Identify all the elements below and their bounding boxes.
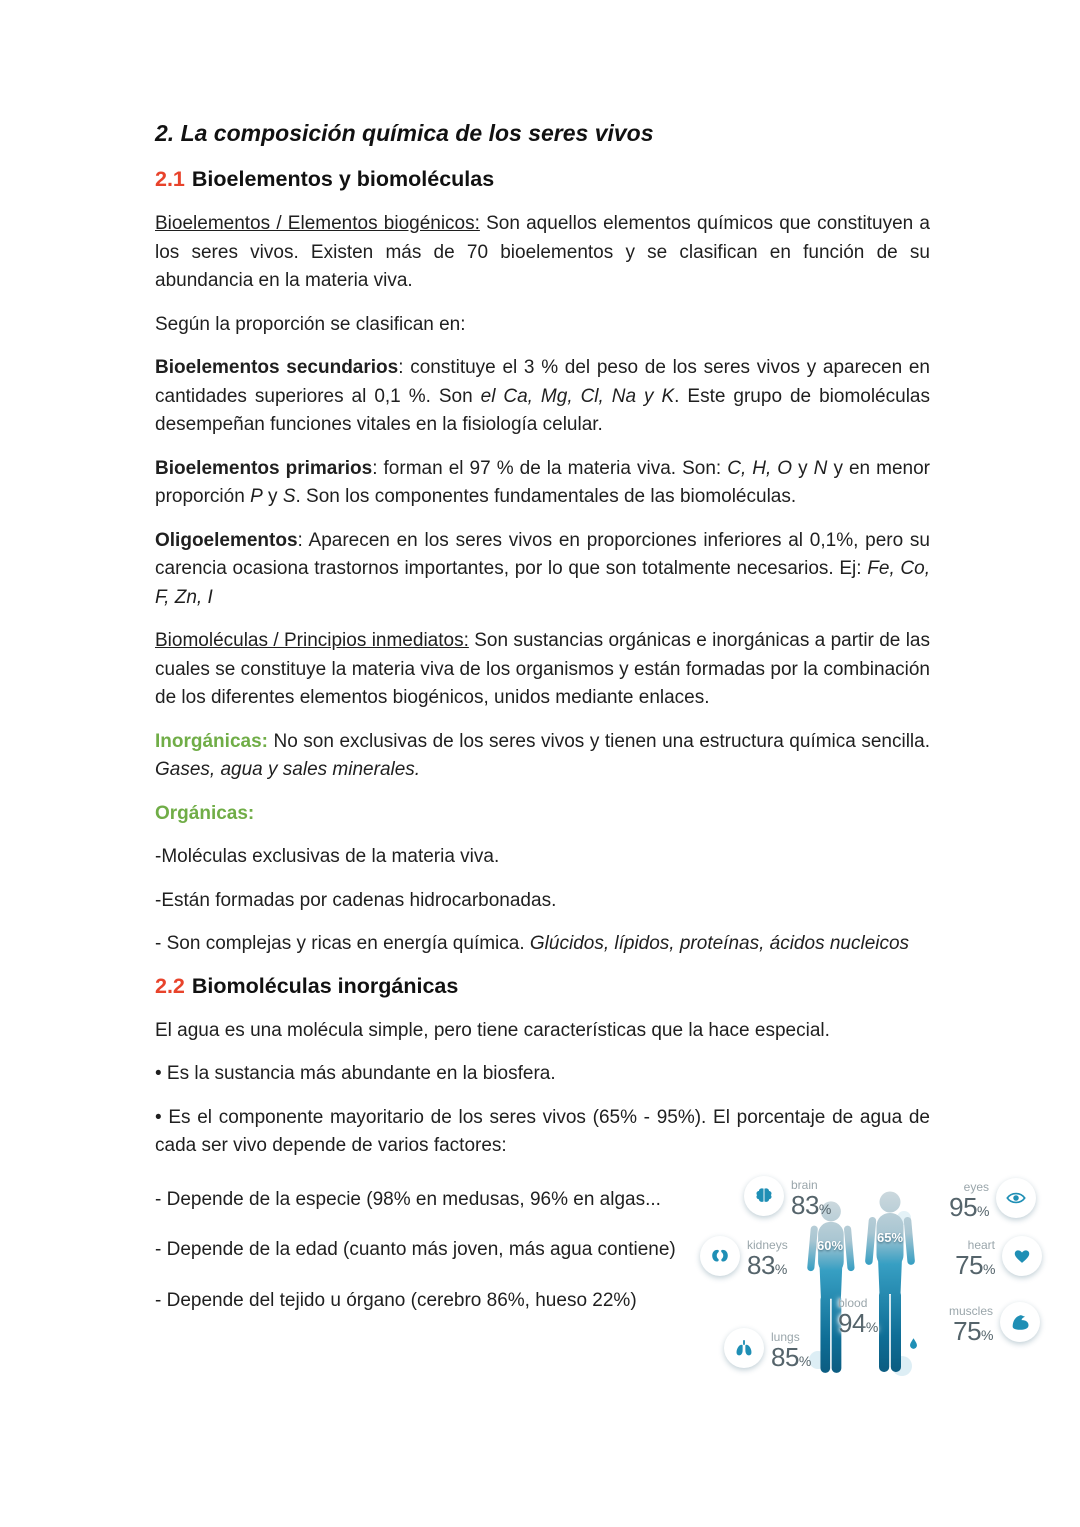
organ-stat-text <box>771 1328 811 1372</box>
underlined-term: Biomoléculas / Principios inmediatos: <box>155 630 469 651</box>
list-item-organicas-3 <box>155 930 930 959</box>
underlined-term: Bioelementos / Elementos biogénicos: <box>155 213 480 234</box>
organ-stat-brain <box>744 1176 831 1220</box>
organ-stat-text <box>838 1294 878 1338</box>
organ-stat-text <box>949 1302 993 1346</box>
paragraph-organicas <box>155 800 930 829</box>
organ-value: 94% <box>838 1308 878 1339</box>
organ-stat-heart <box>955 1236 1042 1280</box>
italic-elements: N <box>813 457 828 479</box>
paragraph-text: - Son complejas y ricas en energía química. <box>155 933 530 954</box>
paragraph-text: y en menor proporción <box>155 457 931 507</box>
organ-value: 75% <box>955 1250 995 1281</box>
list-item-organicas-2: -Están formadas por cadenas hidrocarbonadas. <box>155 889 557 911</box>
organ-stat-kidneys <box>700 1236 788 1280</box>
depende-list <box>155 1176 700 1338</box>
list-item-organicas-1: -Moléculas exclusivas de la materia viva. <box>155 846 500 867</box>
bold-term: Bioelementos secundarios <box>155 357 399 378</box>
organ-value: 83% <box>791 1190 831 1221</box>
eye-icon <box>996 1178 1036 1218</box>
female-figure-percentage: 60% <box>816 1237 844 1253</box>
body-water-infographic <box>700 1176 1042 1431</box>
organ-stat-lungs <box>724 1328 811 1372</box>
paragraph-text: . Este grupo de biomoléculas desempeñan funciones vitales en la fisiología celular. <box>155 385 930 435</box>
page-title: 2. La composición química de los seres vivos <box>155 120 654 146</box>
paragraph-biomoleculas <box>155 627 930 713</box>
factors-and-infographic-row <box>155 1176 1042 1431</box>
section-heading-label: Biomoléculas inorgánicas <box>191 973 459 998</box>
water-drop-icon <box>906 1336 921 1356</box>
paragraph-text: Son aquellos elementos químicos que constituyen a los seres vivos. Existen más de 70 bioelementos y se clasifican en función de su abundancia en la materia viva. <box>155 213 930 291</box>
organ-value: 75% <box>953 1316 993 1347</box>
paragraph-text: : Aparecen en los seres vivos en proporciones inferiores al 0,1%, pero su carencia ocasiona trastornos importantes, por lo que son totalmente necesarios. Ej: <box>155 529 930 579</box>
section-number: 2.2 <box>155 973 185 998</box>
muscle-icon <box>1000 1302 1040 1342</box>
paragraph-secundarios <box>155 354 930 440</box>
green-term: Inorgánicas: <box>155 730 268 752</box>
organ-value: 95% <box>949 1192 989 1223</box>
organ-label: heart <box>967 1237 995 1252</box>
bullet-biosfera: • Es la sustancia más abundante en la biosfera. <box>155 1063 556 1084</box>
section-heading-2-1 <box>155 167 930 192</box>
paragraph-agua: El agua es una molécula simple, pero tiene características que la hace especial. <box>155 1019 830 1041</box>
organ-stat-blood <box>838 1294 878 1338</box>
organ-stat-eyes <box>949 1178 1036 1222</box>
organ-label: brain <box>791 1177 818 1192</box>
depende-edad: - Depende de la edad (cuanto más joven, más agua contiene) <box>155 1239 676 1260</box>
paragraph-text: y <box>792 457 814 479</box>
paragraph-oligoelementos <box>155 527 930 613</box>
bold-term: Oligoelementos <box>155 529 298 551</box>
brain-icon <box>744 1176 784 1216</box>
organ-label: blood <box>838 1295 868 1310</box>
male-figure-percentage: 65% <box>876 1229 904 1245</box>
organ-value: 85% <box>771 1342 811 1373</box>
green-term: Orgánicas: <box>155 802 255 824</box>
organ-stat-text <box>791 1176 831 1220</box>
organ-stat-text <box>747 1236 788 1280</box>
italic-elements: P <box>250 486 263 507</box>
paragraph-text: : forman el 97 % de la materia viva. Son: <box>372 457 728 479</box>
paragraph-bioelementos <box>155 210 930 296</box>
organ-value: 83% <box>747 1250 787 1281</box>
organ-stat-text <box>955 1236 995 1280</box>
paragraph-text: : constituye el 3 % del peso de los seres vivos y aparecen en cantidades superiores al 0,1 %. Son <box>155 357 930 407</box>
section-heading-label: Bioelementos y biomoléculas <box>191 167 495 191</box>
organ-label: lungs <box>771 1329 800 1344</box>
heart-icon <box>1002 1236 1042 1276</box>
depende-tejido: - Depende del tejido u órgano (cerebro 86%, hueso 22%) <box>155 1289 637 1311</box>
paragraph-inorganicas <box>155 728 930 785</box>
italic-elements: S <box>282 486 296 507</box>
italic-elements: Fe, Co, F, Zn, I <box>155 558 930 608</box>
bullet-componente: • Es el componente mayoritario de los seres vivos (65% - 95%). El porcentaje de agua de cada ser vivo depende de varios factores: <box>155 1106 930 1156</box>
paragraph-text: No son exclusivas de los seres vivos y tienen una estructura química sencilla. <box>267 730 930 752</box>
section-heading-2-2 <box>155 974 930 999</box>
organ-label: eyes <box>963 1179 989 1194</box>
paragraph-text: . Son los componentes fundamentales de las biomoléculas. <box>295 486 797 507</box>
italic-elements: el Ca, Mg, Cl, Na y K <box>480 385 675 407</box>
organ-stat-muscles <box>949 1302 1040 1346</box>
lungs-icon <box>724 1328 764 1368</box>
depende-especie: - Depende de la especie (98% en medusas, 96% en algas... <box>155 1188 661 1210</box>
paragraph-text: y <box>262 486 283 507</box>
organ-stat-text <box>949 1178 989 1222</box>
section-number: 2.1 <box>155 167 185 191</box>
organ-label: muscles <box>948 1303 993 1318</box>
paragraph-primarios <box>155 455 930 512</box>
italic-examples: Gases, agua y sales minerales. <box>155 759 421 780</box>
kidneys-icon <box>700 1236 740 1276</box>
bold-term: Bioelementos primarios <box>155 457 373 479</box>
paragraph-text: Son sustancias orgánicas e inorgánicas a partir de las cuales se constituye la materia viva de los organismos y están formadas por la combinación de los diferentes elementos biogénicos, unidos mediante enlaces. <box>155 630 930 708</box>
paragraph-segun: Según la proporción se clasifican en: <box>155 313 466 335</box>
italic-examples: Glúcidos, lípidos, proteínas, ácidos nucleicos <box>529 933 910 954</box>
organ-label: kidneys <box>747 1237 788 1252</box>
italic-elements: C, H, O <box>727 457 793 479</box>
